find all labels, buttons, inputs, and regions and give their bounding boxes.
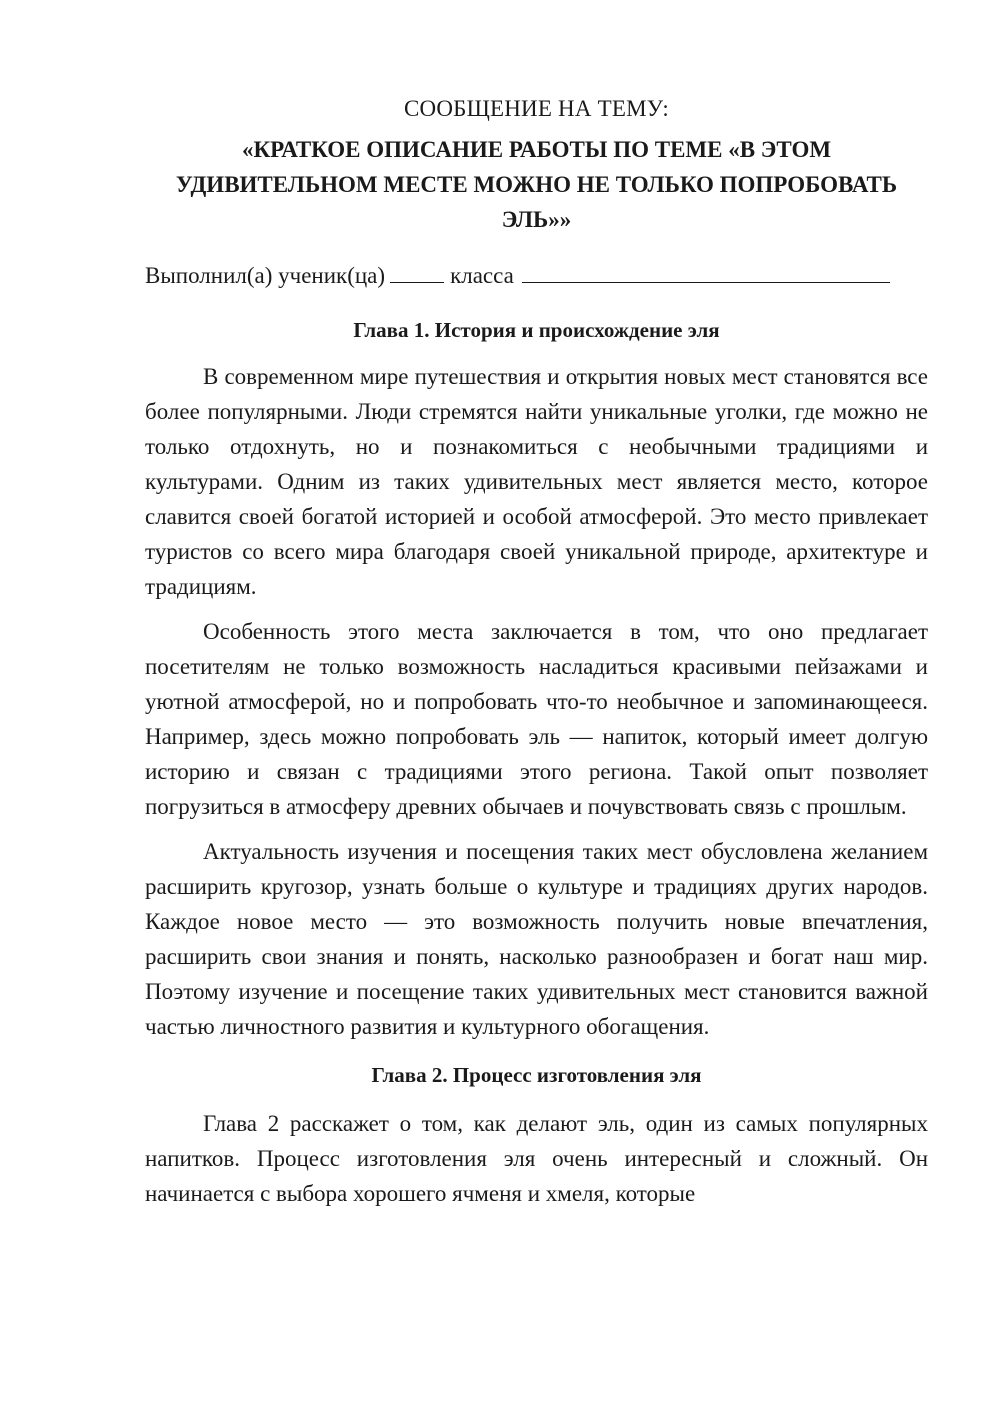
document-page — [145, 92, 928, 1221]
student-name-blank — [522, 262, 890, 283]
signature-line — [145, 259, 928, 293]
chapter-1-paragraph: В современном мире путешествия и открытия новых мест становятся все более популярными. Люди стремятся найти уникальные уголки, где можно не только отдохнуть, но и познакомиться с необычными традициями и культурами. Одним из таких удивительных мест является место, которое славится своей богатой историей и особой атмосферой. Это место привлекает туристов со всего мира благодаря своей уникальной природе, архитектуре и традициям. — [145, 364, 928, 599]
chapter-2-paragraph: Глава 2 расскажет о том, как делают эль, один из самых популярных напитков. Процесс изготовления эля очень интересный и сложный. Он начинается с выбора хорошего ячменя и хмеля, которые — [145, 1111, 928, 1206]
chapter-2-heading: Глава 2. Процесс изготовления эля — [371, 1063, 702, 1087]
document-title: «КРАТКОЕ ОПИСАНИЕ РАБОТЫ ПО ТЕМЕ «В ЭТОМ УДИВИТЕЛЬНОМ МЕСТЕ МОЖНО НЕ ТОЛЬКО ПОПРОБОВАТЬ ЭЛЬ»» — [175, 137, 898, 232]
signature-prefix: Выполнил(а) ученик(ца) — [145, 263, 386, 288]
chapter-1-paragraph: Актуальность изучения и посещения таких мест обусловлена желанием расширить кругозор, узнать больше о культуре и традициях других народов. Каждое новое место — это возможность получить новые впечатления, расширить свои знания и понять, насколько разнообразен и богат наш мир. Поэтому изучение и посещение таких удивительных мест становится важной частью личностного развития и культурного обогащения. — [145, 839, 928, 1039]
class-number-blank — [390, 262, 444, 283]
chapter-1-heading: Глава 1. История и происхождение эля — [353, 318, 720, 342]
chapter-1-paragraph: Особенность этого места заключается в том, что оно предлагает посетителям не только возможность насладиться красивыми пейзажами и уютной атмосферой, но и попробовать что-то необычное и запоминающееся. Например, здесь можно попробовать эль — напиток, который имеет долгую историю и связан с традициями этого региона. Такой опыт позволяет погрузиться в атмосферу древних обычаев и почувствовать связь с прошлым. — [145, 619, 928, 819]
document-type-heading: СООБЩЕНИЕ НА ТЕМУ: — [404, 96, 669, 121]
signature-class-label: класса — [450, 263, 514, 288]
